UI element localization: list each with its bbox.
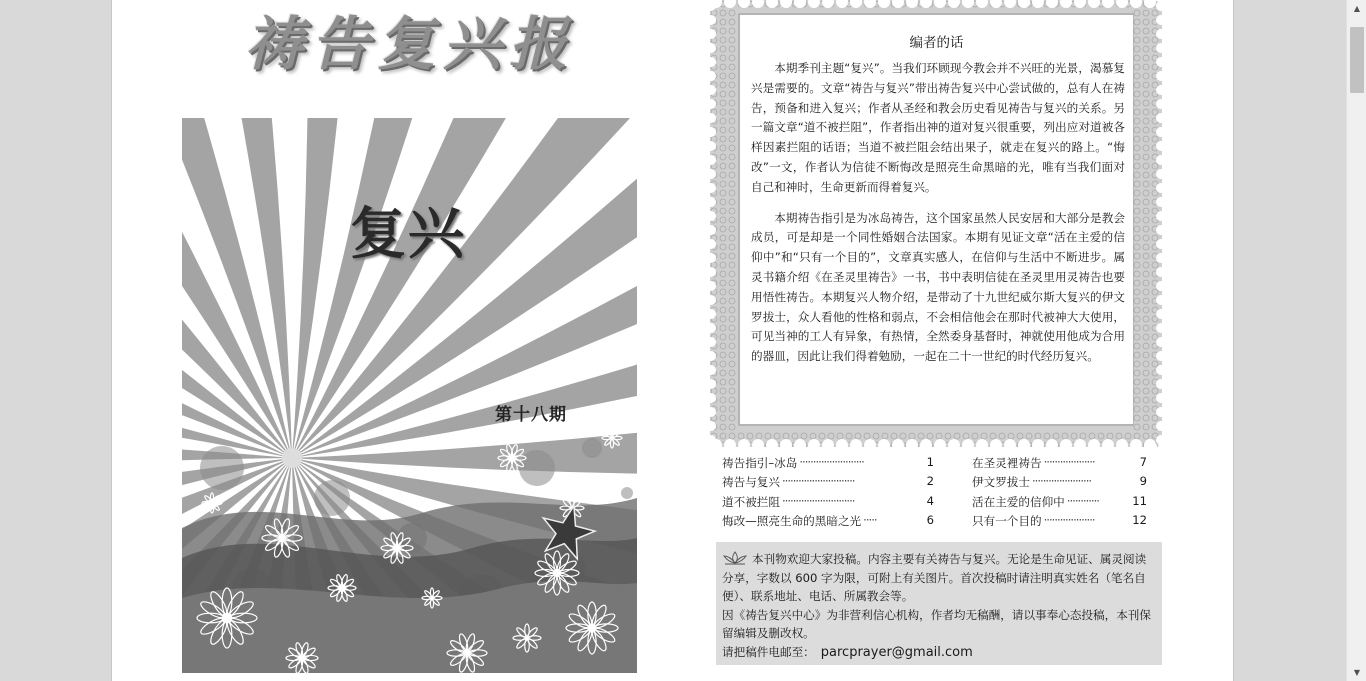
toc-title: 道不被拦阻 bbox=[722, 494, 780, 509]
editor-paragraph: 本期季刊主题“复兴”。当我们环顾现今教会并不兴旺的光景，渴慕复兴是需要的。文章“祷告与复兴”带出祷告复兴中心尝试做的，总有人在祷告，预备和进入复兴；作者从圣经和教会历史看见祷告与复兴的关系。另一篇文章“道不被拦阻”，作者指出神的道对复兴很重要，列出应对道被各样因素拦阻的话语；当道不被拦阻会结出果子，就走在复兴的路上。“悔改”一文，作者认为信徒不断悔改是照亮生命黑暗的光，唯有当我们面对自己和神时，生命更新而得着复兴。 bbox=[751, 61, 1125, 194]
toc-entry[interactable] bbox=[722, 494, 934, 510]
editor-paragraph: 本期祷告指引是为冰岛祷告，这个国家虽然人民安居和大部分是教会成员，可是却是一个同性婚姻合法国家。本期有见证文章“活在主爱的信仰中”和“只有一个目的”，文章真实感人，在信仰与生活中不断进步。属灵书籍介绍《在圣灵里祷告》一书，书中表明信徒在圣灵里用灵祷告也要用悟性祷告。本期复兴人物介绍，是带动了十九世纪威尔斯大复兴的伊文罗拔士，众人看他的性格和弱点，不会相信他会在那时代被神大大使用，可见当神的工人有异象，有热情，全然委身基督时，神就使用他成为合用的器皿，因此让我们得着勉励，一起在二十一世纪的时代经历复兴。 bbox=[751, 210, 1125, 364]
toc-leader: ························ bbox=[799, 454, 864, 469]
email-address[interactable]: parcprayer@gmail.com bbox=[820, 644, 973, 660]
toc-leader: ······················ bbox=[1031, 474, 1092, 489]
toc-entry[interactable] bbox=[722, 455, 934, 471]
toc-leader: ··························· bbox=[781, 474, 855, 489]
submission-paragraph bbox=[722, 550, 1156, 606]
toc-title: 悔改—照亮生命的黑暗之光 bbox=[722, 514, 862, 529]
editor-body bbox=[751, 59, 1125, 378]
submission-box bbox=[716, 542, 1162, 665]
toc-leader: ··················· bbox=[1043, 513, 1095, 528]
lotus-icon bbox=[722, 551, 748, 565]
toc-leader: ············ bbox=[1066, 493, 1099, 508]
toc-page: 7 bbox=[1139, 454, 1147, 469]
toc-title: 在圣灵裡祷告 bbox=[972, 455, 1042, 470]
toc-page: 1 bbox=[926, 454, 934, 469]
submission-text bbox=[722, 550, 1156, 663]
toc-title: 伊文罗拔士 bbox=[972, 475, 1030, 490]
scroll-thumb[interactable] bbox=[1350, 27, 1364, 93]
vertical-scrollbar[interactable] bbox=[1346, 0, 1366, 681]
submission-paragraph: 因《祷告复兴中心》为非营利信心机构，作者均无稿酬，请以事奉心态投稿，本刊保留编辑及删改权。 bbox=[722, 607, 1151, 641]
toc-page: 9 bbox=[1139, 474, 1147, 489]
toc-title: 只有一个目的 bbox=[972, 514, 1042, 529]
submission-email-line bbox=[722, 643, 1156, 663]
toc-title: 祷告指引–冰岛 bbox=[722, 455, 798, 470]
toc-leader: ··························· bbox=[781, 493, 855, 508]
toc-page: 6 bbox=[926, 513, 934, 528]
cover-image bbox=[182, 118, 637, 673]
masthead-title: 祷告复兴报 bbox=[244, 10, 575, 78]
toc-page: 2 bbox=[926, 474, 934, 489]
scroll-up-arrow-icon[interactable]: ▲ bbox=[1353, 4, 1361, 13]
toc-entry[interactable] bbox=[972, 474, 1147, 490]
document-page bbox=[111, 0, 1234, 681]
toc-page: 4 bbox=[926, 493, 934, 508]
table-of-contents bbox=[722, 453, 1147, 531]
scroll-down-arrow-icon[interactable]: ▼ bbox=[1353, 668, 1361, 677]
toc-leader: ··················· bbox=[1043, 454, 1095, 469]
editor-heading: 编者的话 bbox=[909, 35, 964, 51]
toc-entry[interactable] bbox=[972, 513, 1147, 529]
toc-entry[interactable] bbox=[722, 513, 934, 529]
toc-leader: ····· bbox=[863, 513, 877, 528]
email-label: 请把稿件电邮至： bbox=[722, 644, 815, 659]
toc-row bbox=[722, 453, 1147, 473]
toc-row bbox=[722, 492, 1147, 512]
toc-row bbox=[722, 473, 1147, 493]
cover-title: 复兴 bbox=[350, 202, 466, 267]
toc-page: 12 bbox=[1132, 513, 1147, 528]
cover-issue: 第十八期 bbox=[495, 405, 567, 425]
toc-title: 活在主爱的信仰中 bbox=[972, 494, 1065, 509]
toc-entry[interactable] bbox=[972, 494, 1147, 510]
toc-entry[interactable] bbox=[972, 455, 1147, 471]
toc-title: 祷告与复兴 bbox=[722, 475, 780, 490]
toc-row bbox=[722, 512, 1147, 532]
toc-entry[interactable] bbox=[722, 474, 934, 490]
submission-invite: 本刊物欢迎大家投稿。内容主要有关祷告与复兴。无论是生命见证、属灵阅读分享，字数以 600 字为限，可附上有关图片。首次投稿时请注明真实姓名（笔名自便）、联系地址、电话、所属教会等。 bbox=[722, 552, 1147, 604]
editor-note bbox=[740, 15, 1133, 424]
toc-page: 11 bbox=[1132, 493, 1147, 508]
